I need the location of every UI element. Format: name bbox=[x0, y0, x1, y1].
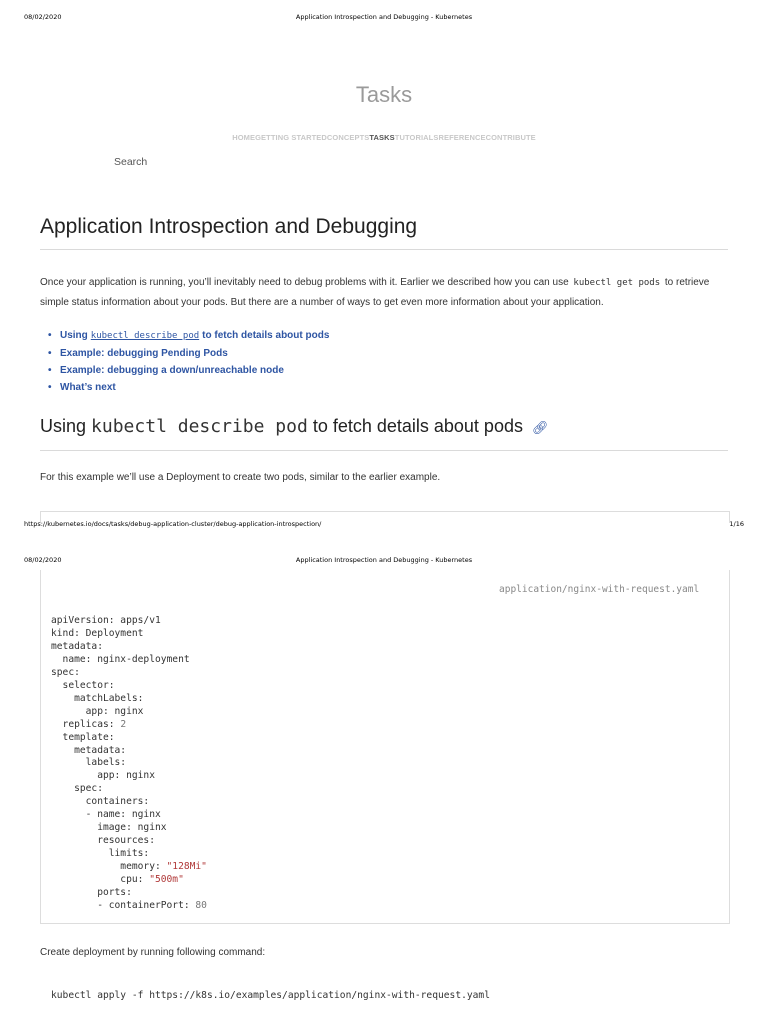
code-line: template: bbox=[51, 731, 115, 743]
code-line: ports: bbox=[51, 887, 132, 899]
nav-item-tutorials[interactable]: TUTORIALS bbox=[394, 133, 439, 142]
toc-item-pending-pods[interactable]: • Example: debugging Pending Pods bbox=[48, 348, 228, 359]
print-title-2: Application Introspection and Debugging - Kubernetes bbox=[295, 556, 473, 564]
code-line: image: nginx bbox=[51, 822, 167, 834]
nav-item-tasks[interactable]: TASKS bbox=[369, 133, 395, 142]
code-line: selector: bbox=[51, 679, 115, 691]
code-line: spec: bbox=[51, 666, 80, 678]
code-line: replicas: 2 bbox=[51, 718, 127, 730]
toc-item-whats-next[interactable]: • What’s next bbox=[48, 382, 116, 393]
code-line: name: nginx-deployment bbox=[51, 653, 190, 665]
code-line: app: nginx bbox=[51, 705, 144, 717]
link-icon[interactable]: 🔗︎ bbox=[531, 420, 549, 435]
code-filename[interactable]: application/nginx-with-request.yaml bbox=[499, 584, 700, 595]
section-paragraph: For this example we’ll use a Deployment to create two pods, similar to the earlier example. bbox=[40, 472, 441, 483]
code-line: - containerPort: 80 bbox=[51, 899, 207, 911]
code-line: cpu: "500m" bbox=[51, 874, 184, 886]
print-page-number: 1/16 bbox=[729, 520, 744, 528]
code-line: app: nginx bbox=[51, 770, 155, 782]
section-divider bbox=[40, 450, 728, 451]
code-line: limits: bbox=[51, 848, 150, 860]
print-date: 08/02/2020 bbox=[24, 13, 62, 21]
intro-paragraph: Once your application is running, you’ll inevitably need to debug problems with it. Earlier we described how you can use kubectl get pods to retrieve simple status information about your pods. But there are a number of ways to get even more information about your application. bbox=[40, 277, 710, 308]
code-line: apiVersion: apps/v1 bbox=[51, 615, 161, 626]
code-line: metadata: bbox=[51, 744, 127, 756]
nav-item-concepts[interactable]: CONCEPTS bbox=[326, 133, 370, 142]
create-paragraph: Create deployment by running following command: bbox=[40, 947, 266, 958]
nav-item-getting-started[interactable]: GETTING STARTED bbox=[255, 133, 327, 142]
code-line: spec: bbox=[51, 783, 103, 795]
print-date-2: 08/02/2020 bbox=[24, 556, 62, 564]
code-line: labels: bbox=[51, 757, 127, 769]
inline-code: kubectl get pods bbox=[573, 278, 661, 288]
toc-item-describe-pod[interactable]: • Using kubectl describe pod to fetch details about pods bbox=[48, 330, 330, 341]
print-title: Application Introspection and Debugging - Kubernetes bbox=[295, 13, 473, 21]
section-heading: Using kubectl describe pod to fetch details about pods 🔗︎ bbox=[40, 416, 549, 437]
title-divider bbox=[40, 249, 728, 250]
top-nav bbox=[0, 133, 768, 142]
toc-item-unreachable-node[interactable]: • Example: debugging a down/unreachable node bbox=[48, 365, 284, 376]
code-line: resources: bbox=[51, 835, 155, 847]
section-title: Tasks bbox=[355, 82, 413, 107]
page-title: Application Introspection and Debugging bbox=[40, 215, 418, 238]
code-line: memory: "128Mi" bbox=[51, 861, 207, 873]
print-url: https://kubernetes.io/docs/tasks/debug-application-cluster/debug-application-introspection/ bbox=[24, 520, 322, 528]
code-line: metadata: bbox=[51, 640, 103, 652]
nav-item-contribute[interactable]: CONTRIBUTE bbox=[485, 133, 536, 142]
table-of-contents bbox=[48, 327, 329, 396]
code-line: containers: bbox=[51, 796, 150, 808]
nav-item-home[interactable]: HOME bbox=[232, 133, 256, 142]
yaml-code bbox=[51, 615, 207, 913]
command-code: kubectl apply -f https://k8s.io/examples/application/nginx-with-request.yaml bbox=[51, 990, 490, 1001]
nav-item-reference[interactable]: REFERENCE bbox=[438, 133, 486, 142]
code-line: kind: Deployment bbox=[51, 627, 144, 639]
code-line: - name: nginx bbox=[51, 809, 161, 821]
search-input[interactable]: Search bbox=[114, 156, 148, 168]
code-line: matchLabels: bbox=[51, 692, 144, 704]
